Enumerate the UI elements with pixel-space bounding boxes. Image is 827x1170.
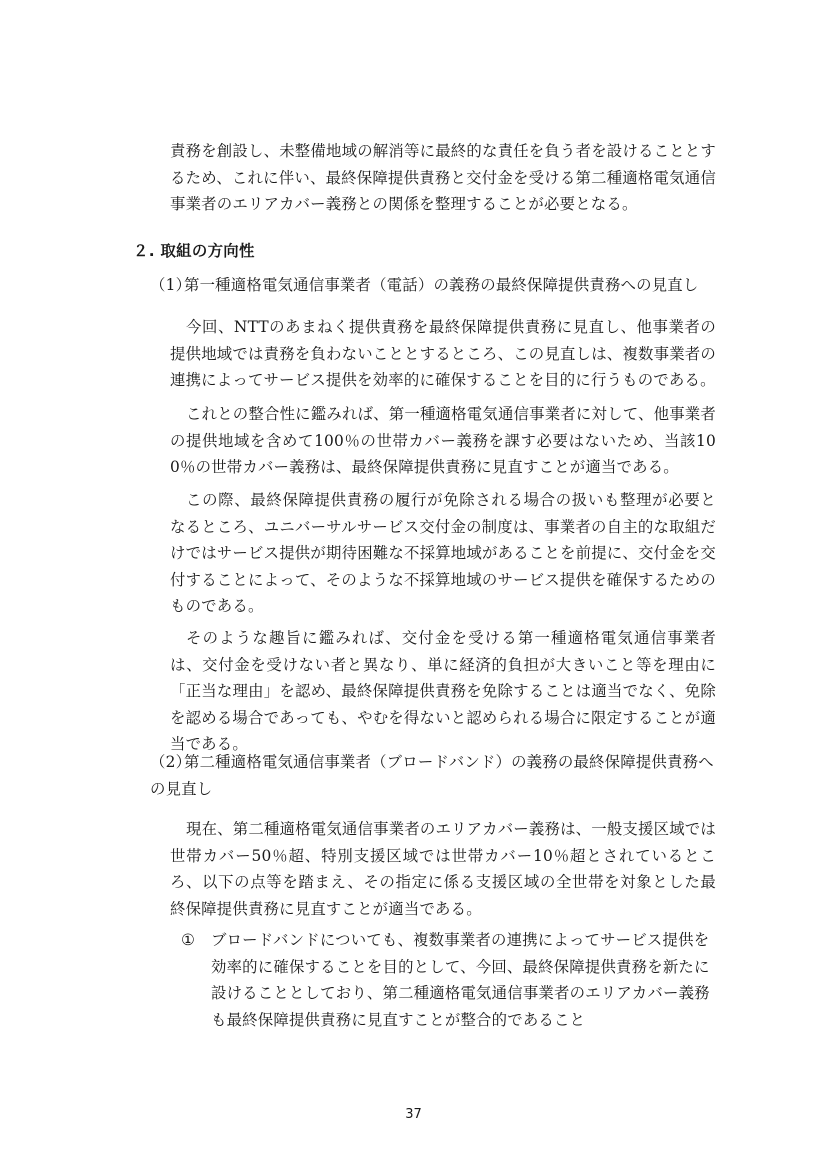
subsection1-paragraph-2: これとの整合性に鑑みれば、第一種適格電気通信事業者に対して、他事業者の提供地域を含めて100％の世帯カバー義務を課す必要はないため、当該100％の世帯カバー義務は、最終保障提供責務に見直すことが適当である。 bbox=[170, 405, 716, 477]
intro-paragraph: 責務を創設し、未整備地域の解消等に最終的な責任を負う者を設けることとするため、これに伴い、最終保障提供責務と交付金を受ける第二種適格電気通信事業者のエリアカバー義務との関係を整理することが必要となる。 bbox=[170, 142, 716, 214]
subsection1-paragraph-3: この際、最終保障提供責務の履行が免除される場合の扱いも整理が必要となるところ、ユニバーサルサービス交付金の制度は、事業者の自主的な取組だけではサービス提供が期待困難な不採算地域があることを前提に、交付金を交付することによって、そのような不採算地域のサービス提供を確保するためのものである。 bbox=[170, 491, 716, 616]
subsection2-title: 第二種適格電気通信事業者（ブロードバンド）の義務の最終保障提供責務への見直し bbox=[150, 753, 714, 798]
subsection1-title: 第一種適格電気通信事業者（電話）の義務の最終保障提供責務への見直し bbox=[184, 276, 699, 294]
subsection1-number: （1） bbox=[150, 276, 192, 294]
list-item-text: ブロードバンドについても、複数事業者の連携によってサービス提供を効率的に確保することを目的として、今回、最終保障提供責務を新たに設けることとしており、第二種適格電気通信事業者のエリアカバー義務も最終保障提供責務に見直すことが整合的であること bbox=[211, 931, 710, 1029]
subsection2-heading bbox=[150, 749, 716, 802]
subsection1-paragraph-1: 今回、NTTのあまねく提供責務を最終保障提供責務に見直し、他事業者の提供地域では責務を負わないこととするところ、この見直しは、複数事業者の連携によってサービス提供を効率的に確保することを目的に行うものである。 bbox=[170, 318, 716, 390]
list-item-marker: ① bbox=[181, 931, 195, 949]
list-item bbox=[181, 927, 716, 1033]
subsection2-number: （2） bbox=[150, 753, 192, 771]
subsection1-heading bbox=[150, 272, 730, 299]
section-heading: ２. 取組の方向性 bbox=[133, 242, 255, 260]
subsection1-paragraph-4: そのような趣旨に鑑みれば、交付金を受ける第一種適格電気通信事業者は、交付金を受けない者と異なり、単に経済的負担が大きいこと等を理由に「正当な理由」を認め、最終保障提供責務を免除することは適当でなく、免除を認める場合であっても、やむを得ないと認められる場合に限定することが適当である。 bbox=[170, 629, 716, 754]
subsection2-paragraph-1: 現在、第二種適格電気通信事業者のエリアカバー義務は、一般支援区域では世帯カバー50％超、特別支援区域では世帯カバー10％超とされているところ、以下の点等を踏まえ、その指定に係る支援区域の全世帯を対象とした最終保障提供責務に見直すことが適当である。 bbox=[170, 820, 716, 918]
page-number: 37 bbox=[405, 1107, 422, 1122]
